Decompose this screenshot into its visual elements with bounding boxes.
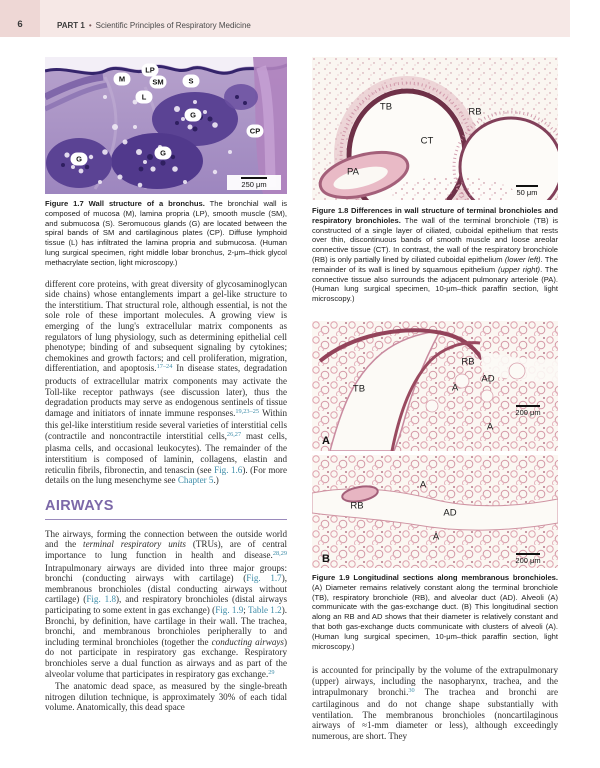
cross-reference-link[interactable]: Fig. 1.6 (214, 464, 243, 475)
bronchiole-histology-art (312, 57, 558, 200)
text-segment: ). Bronchi, by definition, have cartilage in their wall. The trachea, bronchi, and membranous bronchioles peripherally to and including terminal bronchioles (together the (45, 605, 287, 647)
longitudinal-section-panel-a (312, 321, 558, 451)
scale-bar-line (516, 405, 540, 407)
text-segment: mast cells, plasma cells, and occasional leukocytes). The remainder of the interstitium is composed of laminin, collagens, elastin and reticulin fibrils, fibronectin, and tenascin (see (45, 430, 287, 475)
scale-bar-line (241, 177, 267, 179)
text-segment: In disease states, degradation products of extracellular matrix components may activate the Toll-like receptor pathways (see discussion later), thus the degradation products may serve as endogenous sentinels of tissue damage and initiators of innate immune responses. (45, 363, 287, 418)
text-segment: The trachea and bronchi are cartilaginous and do not change shape substantially with ventilation. The membranous bronchioles (noncartilaginous airways of ≈1-mm diameter or less), although exceedingly numerous, are short. They (312, 686, 558, 741)
bronchiole-histology-image (312, 57, 558, 200)
right-column (312, 57, 558, 742)
cross-reference-link[interactable]: Chapter 5 (177, 475, 214, 486)
paragraph-dead-space-continued (312, 665, 558, 741)
figure-1-8 (312, 57, 558, 304)
figure-1-8-caption (312, 206, 558, 304)
running-head-text (57, 21, 251, 30)
scale-bar (506, 405, 550, 417)
scale-bar-line (516, 185, 538, 187)
citation-superscript[interactable]: 29 (268, 668, 275, 676)
citation-superscript[interactable]: 30 (408, 686, 415, 694)
figure-1-9-caption (312, 573, 558, 651)
histology-label: RB (350, 500, 364, 512)
running-head-separator: • (88, 21, 92, 30)
panel-b-art (312, 455, 558, 568)
scale-bar (506, 185, 548, 197)
histology-label: LP (142, 64, 159, 77)
text-segment: different core proteins, with great diversity of glycosaminoglycan side chains) whose entanglements impart a gel-like structure to the interstitium. That structural role, although essential, is not the sole role of these important molecules. A growing view is emerging of the lung's extracellular matrix components as regulators of lung physiology, such as determining epithelial cell phenotype; binding of and subsequent signaling by cytokines; chemokines and growth factors; and cell proliferation, migration, differentiation, and apoptosis. (45, 278, 287, 374)
scale-bar (506, 553, 550, 565)
text-segment: ). (For more details on the lung mesenchyme see (45, 464, 287, 486)
running-head-title: Scientific Principles of Respiratory Medicine (95, 21, 251, 30)
histology-label: RB (468, 106, 482, 118)
histology-label: G (185, 109, 202, 122)
citation-superscript[interactable]: 26,27 (226, 430, 242, 438)
histology-label: AD (481, 373, 495, 385)
cross-reference-link[interactable]: Fig. 1.9 (215, 605, 244, 616)
histology-label: RB (461, 356, 475, 368)
histology-label: TB (379, 101, 393, 113)
paragraph-interstitium (45, 279, 287, 486)
histology-label: A (451, 382, 459, 394)
text-segment: Within this gel-like interstitium reside several varieties of interstitial cells (contractile and noncontractile interstitial cells, (45, 407, 287, 441)
histology-label: M (114, 73, 131, 86)
text-segment: Figure 1.8 Differences in wall structure of terminal bronchioles and respiratory bronchioles. (312, 206, 558, 225)
text-segment: Intrapulmonary airways are divided into three major groups: bronchi (conducting airways with cartilage) ( (45, 562, 287, 584)
figure-1-9 (312, 321, 558, 651)
histology-label: G (71, 153, 88, 166)
running-head (0, 0, 570, 37)
panel-a-art (312, 321, 558, 451)
text-segment: is accounted for principally by the volume of the extrapulmonary (upper) airways, including the nasopharynx, trachea, and the intrapulmonary bronchi. (312, 665, 558, 697)
scale-bar-label: 200 μm (515, 407, 541, 417)
citation-superscript[interactable]: 19,23–25 (235, 407, 260, 415)
histology-label: PA (347, 166, 359, 178)
text-segment: terminal respiratory units (83, 539, 186, 550)
text-segment: The airways, forming the connection between the outside world and the (45, 528, 287, 550)
scale-bar-label: 250 μm (241, 180, 267, 189)
text-segment: The bronchial wall is composed of mucosa (M), lamina propria (LP), smooth muscle (SM), and submucosa (S). Seromucous glands (G) are located between the spiral bands of SM and cartilaginous plates (CP). Diffuse lymphoid tissue (L) has infiltrated the lamina propria and submucosa. (Human lung surgical specimen, right middle lobar bronchus, 2-μm–thick glycol methacrylate section, light microscopy.) (45, 199, 287, 267)
text-segment: Figure 1.9 Longitudinal sections along membranous bronchioles. (312, 572, 558, 582)
longitudinal-section-panel-b (312, 455, 558, 568)
panel-letter: A (322, 434, 330, 447)
text-segment: (upper right) (497, 264, 541, 274)
histology-label: A (486, 421, 494, 433)
histology-label: S (183, 75, 200, 88)
text-segment: (TRUs), are of central importance to lung function in health and disease. (45, 539, 287, 561)
citation-superscript[interactable]: 28,29 (272, 550, 287, 558)
histology-label: CT (420, 135, 434, 147)
left-column (45, 57, 287, 713)
running-head-part: PART 1 (57, 21, 85, 30)
cross-reference-link[interactable]: Fig. 1.8 (86, 594, 117, 605)
scale-bar-label: 50 μm (516, 188, 538, 197)
histology-label: A (432, 531, 440, 543)
text-segment: ; (243, 605, 248, 616)
paragraph-dead-space (45, 681, 287, 713)
histology-label: A (419, 479, 427, 491)
histology-label: CP (247, 125, 264, 138)
citation-superscript[interactable]: 17–24 (156, 363, 173, 371)
text-segment: (A) Diameter remains relatively constant along the terminal bronchiole (TB), respiratory bronchiole (RB), and alveolar duct (AD). Alveoli (A) communicate with the gas-exchange duct. (B) This longitudinal section along an RB and AD shows that their diameter is relatively constant and that both gas-exchange ducts communicate with clusters of alveoli (A). (Human lung surgical specimen, 10-μm–thick paraffin section, light microscopy.) (312, 582, 558, 651)
text-segment: . The connective tissue also surrounds the adjacent pulmonary arteriole (PA). (Human lung surgical specimen, 10-μm–thick paraffin section, light microscopy.) (312, 264, 558, 304)
paragraph-airways-intro (45, 529, 287, 681)
cross-reference-link[interactable]: Table 1.2 (247, 605, 282, 616)
airways-section-heading: AIRWAYS (45, 498, 287, 520)
scale-bar (227, 175, 281, 190)
cross-reference-link[interactable]: Fig. 1.7 (246, 573, 282, 584)
histology-label: AD (443, 507, 457, 519)
text-segment: . The remainder of its wall is lined by squamous epithelium (312, 254, 558, 274)
scale-bar-line (516, 553, 540, 555)
text-segment: ), and respiratory bronchioles (distal airways participating to some extent in gas exchange) ( (45, 594, 287, 616)
text-segment: Figure 1.7 Wall structure of a bronchus. (45, 199, 205, 208)
figure-1-7-caption (45, 199, 287, 268)
panel-letter: B (322, 552, 330, 565)
histology-label: G (155, 147, 172, 160)
text-segment: conducting airways (211, 636, 284, 647)
bronchus-histology-image (45, 57, 287, 194)
histology-label: TB (352, 383, 366, 395)
scale-bar-label: 200 μm (515, 555, 541, 565)
page-number: 6 (0, 0, 40, 37)
text-segment: ) do not participate in respiratory gas exchange. Respiratory bronchioles serve a dual function as airways and as part of the alveolar volume that participates in respiratory gas exchange. (45, 636, 287, 679)
text-segment: (lower left) (504, 254, 541, 264)
text-segment: The anatomic dead space, as measured by the single-breath nitrogen dilution technique, is approximately 30% of each tidal volume. Anatomically, this dead space (45, 681, 287, 713)
text-segment: ), membranous bronchioles (distal conducting airways without cartilage) ( (45, 573, 287, 605)
figure-1-7 (45, 57, 287, 268)
text-segment: The wall of the terminal bronchiole (TB) is constructed of a single layer of ciliated, cuboidal epithelium that rests over thin, discontinuous bands of smooth muscle and loose areolar connective tissue (CT). In contrast, the wall of the respiratory bronchiole (RB) is only partially lined by ciliated cuboidal epithelium (312, 215, 559, 264)
text-segment: .) (213, 475, 219, 486)
histology-label: L (136, 91, 153, 104)
histology-label: SM (150, 76, 167, 89)
